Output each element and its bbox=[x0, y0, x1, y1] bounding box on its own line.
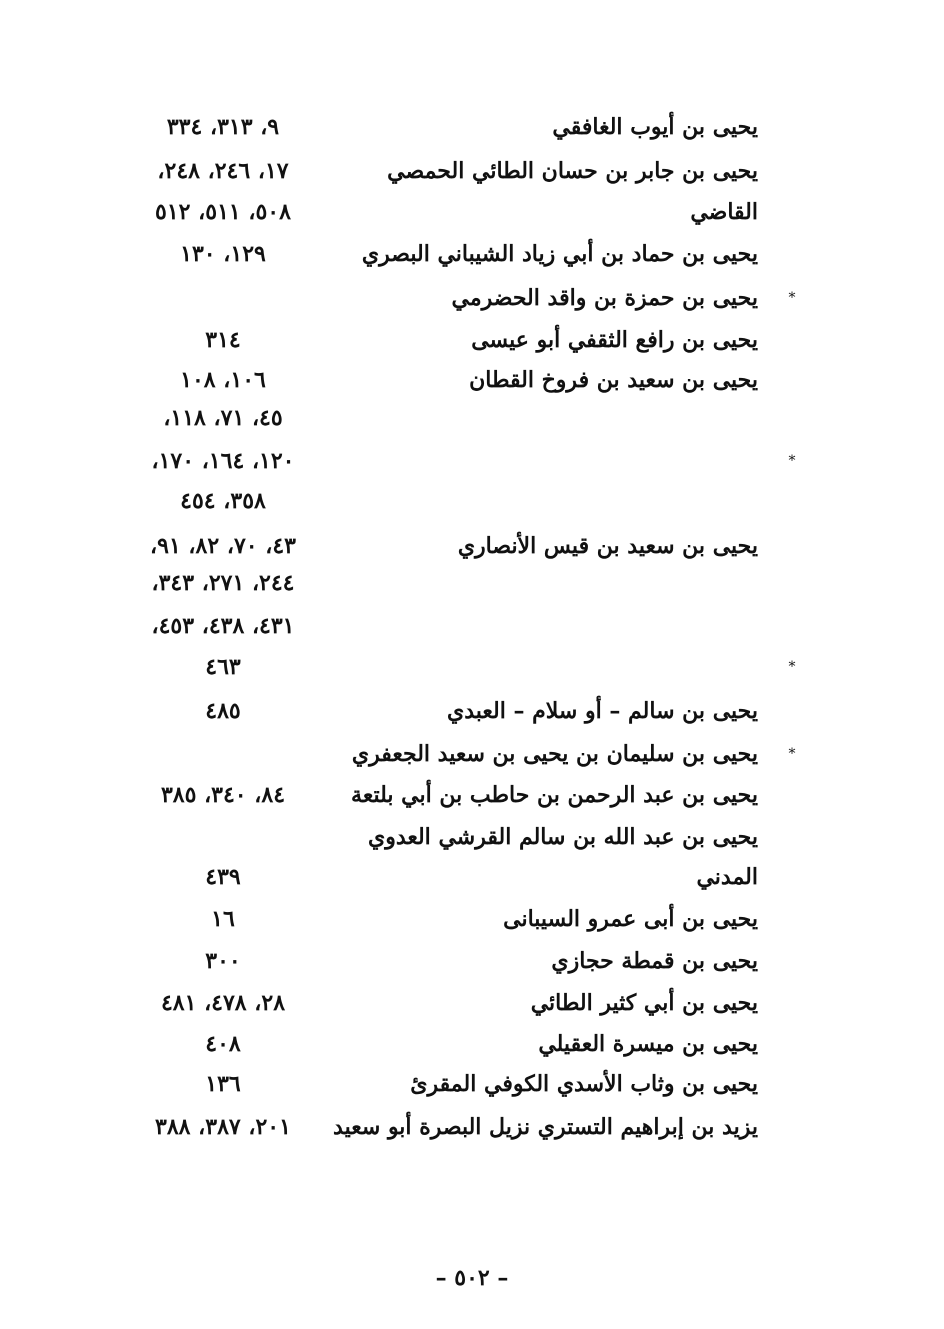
page-references: ١٢٠، ١٦٤، ١٧٠، bbox=[151, 448, 295, 474]
person-name: يحيى بن أبى عمرو السيبانى bbox=[503, 906, 758, 932]
asterisk-marker: * bbox=[788, 746, 796, 762]
person-name: يحيى بن ميسرة العقيلي bbox=[538, 1031, 758, 1057]
page-references: ٤٥، ٧١، ١١٨، bbox=[163, 405, 283, 431]
person-name: يحيى بن حماد بن أبي زياد الشيباني البصري bbox=[361, 241, 758, 267]
page-references: ٤٣، ٧٠، ٨٢، ٩١، bbox=[150, 533, 296, 559]
entry-line bbox=[0, 278, 944, 318]
entry-line bbox=[0, 983, 944, 1023]
person-name: يزيد بن إبراهيم التستري نزيل البصرة أبو سعيد bbox=[333, 1114, 758, 1140]
entry-line bbox=[0, 734, 944, 774]
entry-line bbox=[0, 857, 944, 897]
page-references: ٢٨، ٤٧٨، ٤٨١ bbox=[160, 990, 286, 1016]
page-references: ١٧، ٢٤٦، ٢٤٨، bbox=[157, 158, 289, 184]
person-name: يحيى بن حمزة بن واقد الحضرمي bbox=[451, 285, 758, 311]
person-name: يحيى بن وثاب الأسدي الكوفي المقرئ bbox=[410, 1071, 758, 1097]
entry-line bbox=[0, 899, 944, 939]
page-references: ٤٣٩ bbox=[205, 864, 241, 890]
person-name: يحيى بن سليمان بن يحيى بن سعيد الجعفري bbox=[351, 741, 758, 767]
entry-line bbox=[0, 481, 944, 521]
person-name: المدني bbox=[696, 864, 758, 890]
entry-line bbox=[0, 563, 944, 603]
person-name: يحيى بن عبد الله بن سالم القرشي العدوي bbox=[367, 824, 758, 850]
page-references: ١٣٦ bbox=[205, 1071, 241, 1097]
entry-line bbox=[0, 647, 944, 687]
entry-line bbox=[0, 606, 944, 646]
page-references: ٣٠٠ bbox=[205, 948, 241, 974]
page-number: – ٥٠٢ – bbox=[435, 1265, 509, 1291]
asterisk-marker: * bbox=[788, 453, 796, 469]
person-name: يحيى بن عبد الرحمن بن حاطب بن أبي بلتعة bbox=[351, 782, 758, 808]
entry-line bbox=[0, 151, 944, 191]
person-name: يحيى بن سعيد بن قيس الأنصاري bbox=[457, 533, 758, 559]
entry-line bbox=[0, 817, 944, 857]
page-references: ٣٥٨، ٤٥٤ bbox=[180, 488, 266, 514]
asterisk-marker: * bbox=[788, 290, 796, 306]
page-references: ١٠٦، ١٠٨ bbox=[180, 367, 266, 393]
page-references: ٤٦٣ bbox=[205, 654, 241, 680]
person-name: يحيى بن أبي كثير الطائي bbox=[530, 990, 758, 1016]
page-references: ٤٠٨ bbox=[205, 1031, 241, 1057]
page-references: ٤٨٥ bbox=[205, 698, 241, 724]
person-name: يحيى بن سعيد بن فروخ القطان bbox=[469, 367, 758, 393]
entry-line bbox=[0, 775, 944, 815]
person-name: يحيى بن سالم – أو سلام – العبدي bbox=[446, 698, 758, 724]
entry-line bbox=[0, 107, 944, 147]
entry-line bbox=[0, 192, 944, 232]
entry-line bbox=[0, 1024, 944, 1064]
person-name: يحيى بن قمطة حجازي bbox=[551, 948, 758, 974]
page-references: ٢٤٤، ٢٧١، ٣٤٣، bbox=[151, 570, 295, 596]
page-references: ٩، ٣١٣، ٣٣٤ bbox=[166, 114, 280, 140]
entry-line bbox=[0, 1107, 944, 1147]
entry-line bbox=[0, 234, 944, 274]
page-references: ١٦ bbox=[211, 906, 235, 932]
page-references: ١٢٩، ١٣٠ bbox=[180, 241, 266, 267]
entry-line bbox=[0, 941, 944, 981]
entry-line bbox=[0, 320, 944, 360]
person-name: يحيى بن أيوب الغافقي bbox=[552, 114, 758, 140]
entry-line bbox=[0, 360, 944, 400]
person-name: القاضي bbox=[690, 199, 758, 225]
asterisk-marker: * bbox=[788, 659, 796, 675]
page-references: ٥٠٨، ٥١١، ٥١٢ bbox=[155, 199, 291, 225]
person-name: يحيى بن جابر بن حسان الطائي الحمصي bbox=[387, 158, 758, 184]
person-name: يحيى بن رافع الثقفي أبو عيسى bbox=[471, 327, 758, 353]
entry-line bbox=[0, 398, 944, 438]
entry-line bbox=[0, 691, 944, 731]
page-references: ٨٤، ٣٤٠، ٣٨٥ bbox=[160, 782, 286, 808]
page-references: ٣١٤ bbox=[205, 327, 241, 353]
page-references: ٤٣١، ٤٣٨، ٤٥٣، bbox=[151, 613, 295, 639]
entry-line bbox=[0, 1064, 944, 1104]
entry-line bbox=[0, 441, 944, 481]
entry-line bbox=[0, 526, 944, 566]
page-references: ٢٠١، ٣٨٧، ٣٨٨ bbox=[155, 1114, 291, 1140]
